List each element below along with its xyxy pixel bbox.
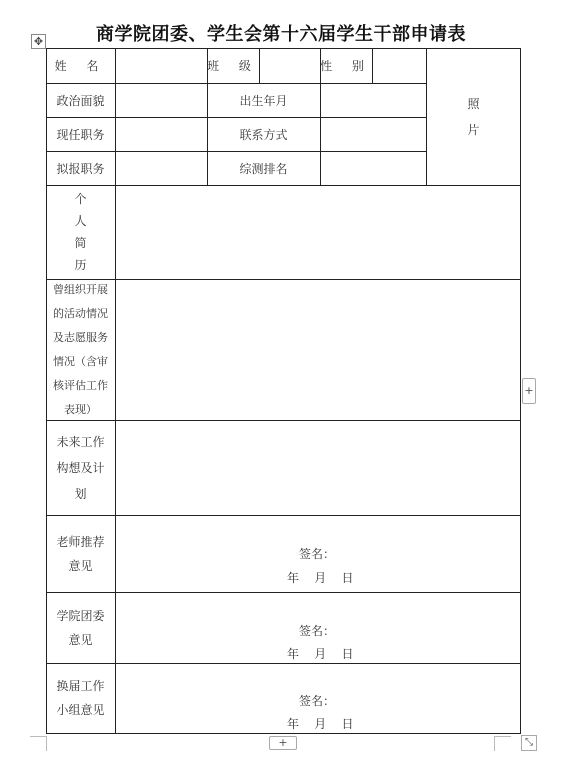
politics-field[interactable] <box>116 83 207 117</box>
league-label-line: 学院团委 <box>56 608 105 623</box>
activities-label-line: 曾组织开展 <box>53 282 108 296</box>
intended-post-label: 拟报职务 <box>56 161 105 176</box>
activities-label-line: 表现） <box>64 402 97 416</box>
ranking-label: 综测排名 <box>239 161 288 176</box>
league-signature: 签名： <box>299 624 336 638</box>
name-label: 姓 名 <box>54 59 107 73</box>
current-post-label: 现任职务 <box>56 127 105 142</box>
resume-label-line: 简 <box>74 236 87 250</box>
photo-label-1: 照 <box>467 96 480 111</box>
group-label <box>46 663 115 733</box>
application-table <box>46 48 520 734</box>
group-date: 年 月 日 <box>287 717 354 731</box>
add-column-plus-icon[interactable]: + <box>522 378 536 404</box>
plan-field[interactable] <box>116 421 520 515</box>
table-move-icon[interactable]: ✥ <box>31 34 46 49</box>
teacher-date: 年 月 日 <box>287 571 354 585</box>
contact-field[interactable] <box>321 117 426 151</box>
photo-box[interactable] <box>427 48 520 185</box>
gender-label: 性 别 <box>320 59 372 73</box>
ranking-field[interactable] <box>321 151 426 185</box>
current-post-field[interactable] <box>116 117 207 151</box>
gender-field[interactable] <box>373 48 426 83</box>
teacher-label <box>46 515 115 592</box>
plan-label-line: 划 <box>74 486 87 501</box>
activities-label-line: 及志愿服务 <box>53 330 108 344</box>
plan-label <box>46 420 115 515</box>
teacher-signature: 签名： <box>299 547 336 561</box>
teacher-label-line: 意见 <box>68 558 93 573</box>
page-corner-mark <box>30 736 47 751</box>
class-label: 班 级 <box>207 59 259 73</box>
intended-post-field[interactable] <box>116 151 207 185</box>
birth-label: 出生年月 <box>239 93 288 108</box>
contact-label: 联系方式 <box>239 127 288 142</box>
activities-label <box>46 279 115 420</box>
class-field[interactable] <box>260 48 320 83</box>
birth-field[interactable] <box>321 83 426 117</box>
page-corner-mark <box>494 736 511 751</box>
activities-label-line: 情况（含审 <box>53 354 108 368</box>
add-row-plus-icon[interactable]: + <box>269 736 297 750</box>
group-signature: 签名： <box>299 694 336 708</box>
plan-label-line: 未来工作 <box>56 434 105 449</box>
activities-label-line: 的活动情况 <box>53 306 108 320</box>
activities-label-line: 核评估工作 <box>53 378 108 392</box>
teacher-label-line: 老师推荐 <box>56 534 105 549</box>
league-label-line: 意见 <box>68 632 93 647</box>
league-date: 年 月 日 <box>287 647 354 661</box>
group-label-line: 换届工作 <box>56 679 105 693</box>
form-title: 商学院团委、学生会第十六届学生干部申请表 <box>96 24 466 45</box>
group-label-line: 小组意见 <box>56 703 105 717</box>
plan-label-line: 构想及计 <box>56 460 105 475</box>
politics-label: 政治面貌 <box>56 93 105 108</box>
resume-label <box>46 185 115 279</box>
resume-field[interactable] <box>116 186 520 279</box>
resume-label-line: 历 <box>74 258 87 272</box>
table-resize-icon[interactable]: ⤡ <box>521 735 537 751</box>
activities-field[interactable] <box>116 280 520 420</box>
photo-label-2: 片 <box>467 122 480 137</box>
league-label <box>46 592 115 663</box>
name-field[interactable] <box>116 48 207 83</box>
resume-label-line: 个 <box>74 192 87 206</box>
resume-label-line: 人 <box>74 214 87 228</box>
